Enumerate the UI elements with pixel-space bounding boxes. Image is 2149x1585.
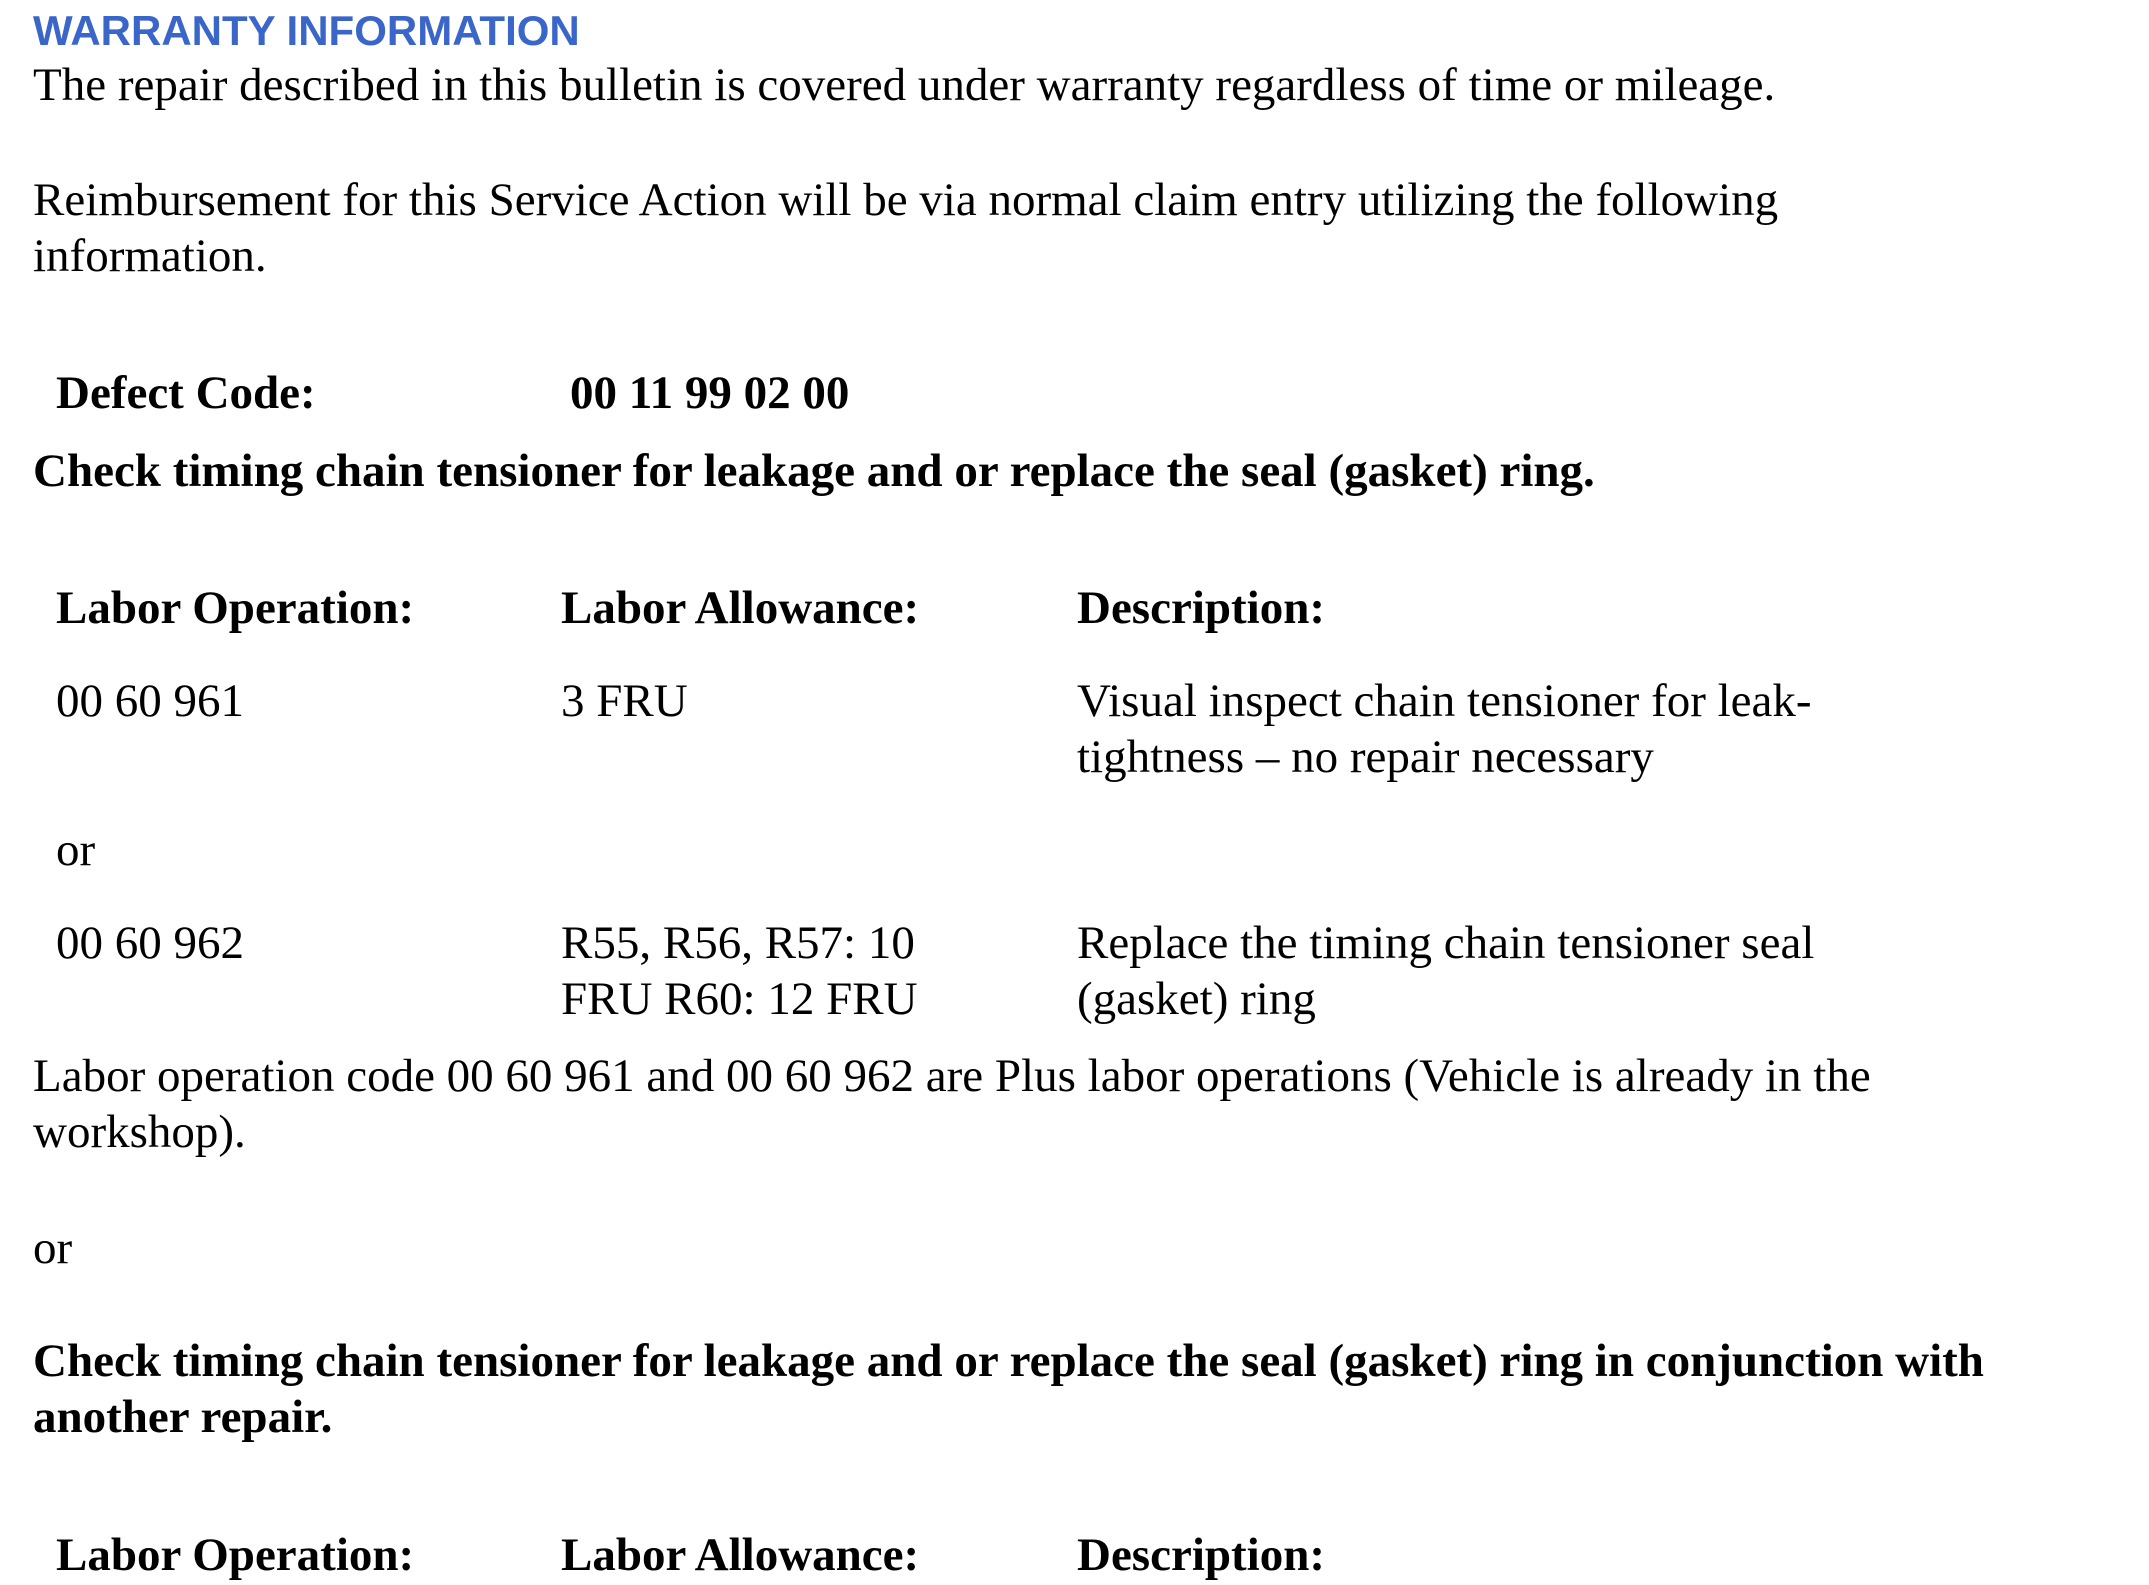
defect-code-value: 00 11 99 02 00 bbox=[570, 367, 850, 419]
intro-text: The repair described in this bulletin is covered under warranty regardless of time or mileage. bbox=[33, 59, 1776, 111]
reimbursement-line-1: Reimbursement for this Service Action will be via normal claim entry utilizing the following bbox=[33, 174, 1779, 226]
plus-note-line-1: Labor operation code 00 60 961 and 00 60 962 are Plus labor operations (Vehicle is already in the bbox=[33, 1050, 1871, 1102]
table1-row2-description-line-2: (gasket) ring bbox=[1077, 973, 1316, 1025]
defect-code-label: Defect Code: bbox=[56, 367, 316, 419]
or-text: or bbox=[33, 1222, 73, 1274]
table2-header-description: Description: bbox=[1077, 1529, 1326, 1581]
table1-row2-operation: 00 60 962 bbox=[56, 917, 244, 969]
check-heading-2 bbox=[33, 1333, 1984, 1445]
plus-note bbox=[33, 1048, 1871, 1160]
section-title: WARRANTY INFORMATION bbox=[33, 7, 580, 54]
table1-header-allowance: Labor Allowance: bbox=[561, 582, 920, 634]
check-heading-2-line-2: another repair. bbox=[33, 1391, 333, 1443]
table1-row1-description-line-1: Visual inspect chain tensioner for leak- bbox=[1077, 675, 1812, 727]
table1-header-operation: Labor Operation: bbox=[56, 582, 415, 634]
table1-or-separator: or bbox=[56, 824, 96, 876]
table2-header-allowance: Labor Allowance: bbox=[561, 1529, 920, 1581]
check-heading-2-line-1: Check timing chain tensioner for leakage and or replace the seal (gasket) ring in conjunction with bbox=[33, 1335, 1984, 1387]
table2-header-operation: Labor Operation: bbox=[56, 1529, 415, 1581]
table1-row1-allowance bbox=[561, 673, 688, 729]
table1-row2-description-line-1: Replace the timing chain tensioner seal bbox=[1077, 917, 1815, 969]
table1-header-description: Description: bbox=[1077, 582, 1326, 634]
table1-row2-allowance-line-1: R55, R56, R57: 10 bbox=[561, 917, 915, 969]
check-heading-1: Check timing chain tensioner for leakage and or replace the seal (gasket) ring. bbox=[33, 445, 1595, 497]
table1-row1-description bbox=[1077, 673, 1812, 785]
table1-row2-allowance bbox=[561, 915, 918, 1027]
reimbursement-text bbox=[33, 172, 1778, 284]
table1-row2-description bbox=[1077, 915, 1814, 1027]
table1-row1-description-line-2: tightness – no repair necessary bbox=[1077, 731, 1654, 783]
table1-row1-allowance-line-1: 3 FRU bbox=[561, 675, 688, 727]
table1-row1-operation: 00 60 961 bbox=[56, 675, 244, 727]
reimbursement-line-2: information. bbox=[33, 230, 267, 282]
table1-row2-allowance-line-2: FRU R60: 12 FRU bbox=[561, 973, 918, 1025]
plus-note-line-2: workshop). bbox=[33, 1106, 246, 1158]
